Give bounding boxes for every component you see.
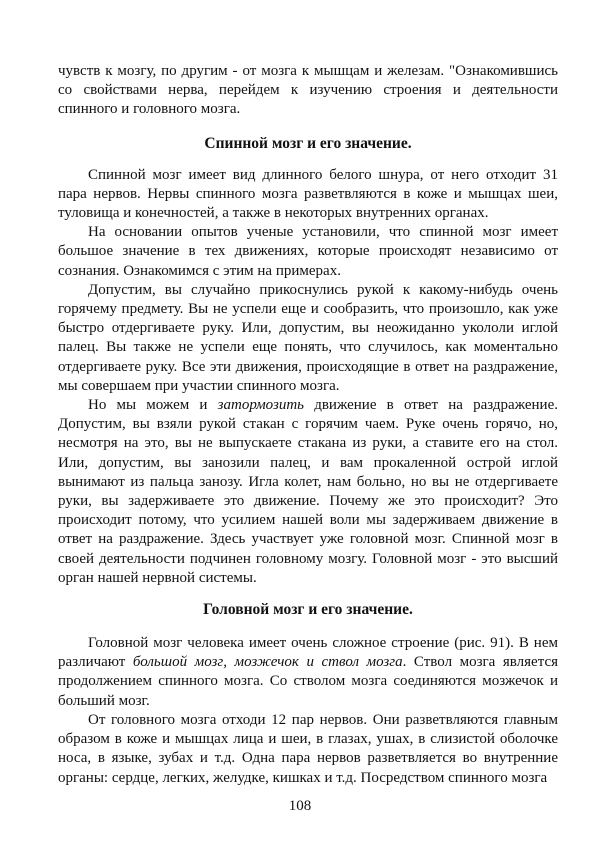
intro-paragraph: чувств к мозгу, по другим - от мозга к мышцам и железам. "Ознакомившись со свойствами нерва, перейдем к изучению строения и деятельности спинного и головного мозга.: [58, 63, 558, 118]
emphasis-inhibit: затормозить: [217, 397, 304, 414]
spinal-paragraph-2: На основании опытов ученые установили, что спинной мозг имеет большое значение в тех движениях, которые происходят независимо от сознания. Ознакомимся с этим на примерах.: [58, 224, 558, 279]
emphasis-brain-parts: большой мозг, мозжечок и ствол мозга: [132, 654, 403, 671]
spinal-paragraph-4-end: движение в ответ на раздражение. Допустим, вы взяли рукой стакан с горячим чаем. Руке очень горячо, но, несмотря на это, вы не выпускаете стакана из руки, а ставите его на стол. Или, допустим, вы занозили палец, и вам прокаленной острой иглой вынимают из пальца занозу. Игла колет, нам больно, но вы не отдергиваете руки, вы задерживаете это движение. Почему же это происходит? Это происходит потому, что усилием нашей воли мы задерживаем движение в ответ на раздражение. Здесь участвует уже головной мозг. Спинной мозг в своей деятельности подчинен головному мозгу. Головной мозг - это высший орган нашей нервной системы.: [58, 397, 558, 586]
spinal-paragraph-3: Допустим, вы случайно прикоснулись рукой к какому-нибудь очень горячему предмету. Вы не успели еще и сообразить, что произошло, как уже быстро отдергиваете руку. Или, допустим, вы неожиданно укололи иглой палец. Вы также не успели еще понять, что случилось, как моментально отдергиваете руку. Все эти движения, происходящие в ответ на раздражение, мы совершаем при участии спинного мозга.: [58, 281, 558, 394]
spinal-paragraph-4: [58, 396, 558, 588]
spinal-paragraph-4-start: Но мы можем и: [88, 397, 218, 414]
page-number: 108: [288, 798, 312, 814]
section-title-brain: Головной мозг и его значение.: [203, 601, 413, 619]
brain-paragraph-1-start: Головной мозг человека имеет очень сложное строение (рис. 91). В нем различают: [58, 635, 558, 671]
brain-paragraph-2: От головного мозга отходи 12 пар нервов. Они разветвляются главным образом в коже и мышцах лица и шеи, в глазах, ушах, в слизистой оболочке носа, в языке, зубах и т.д. Одна пара нервов разветвляется во внутренние органы: сердце, легких, желудке, кишках и т.д. Посредством спинного мозга: [58, 711, 558, 786]
brain-paragraph-1: [58, 634, 558, 711]
section-title-spinal-cord: Спинной мозг и его значение.: [204, 134, 412, 152]
document-page: [58, 62, 558, 788]
brain-paragraph-1-end: . Ствол мозга является продолжением спинного мозга. Со стволом мозга соединяются мозжечок и больший мозг.: [58, 654, 558, 709]
spinal-paragraph-1: Спинной мозг имеет вид длинного белого шнура, от него отходит 31 пара нервов. Нервы спинного мозга разветвляются в коже и мышцах шеи, туловища и конечностей, а также в некоторых внутренних органах.: [58, 166, 558, 222]
